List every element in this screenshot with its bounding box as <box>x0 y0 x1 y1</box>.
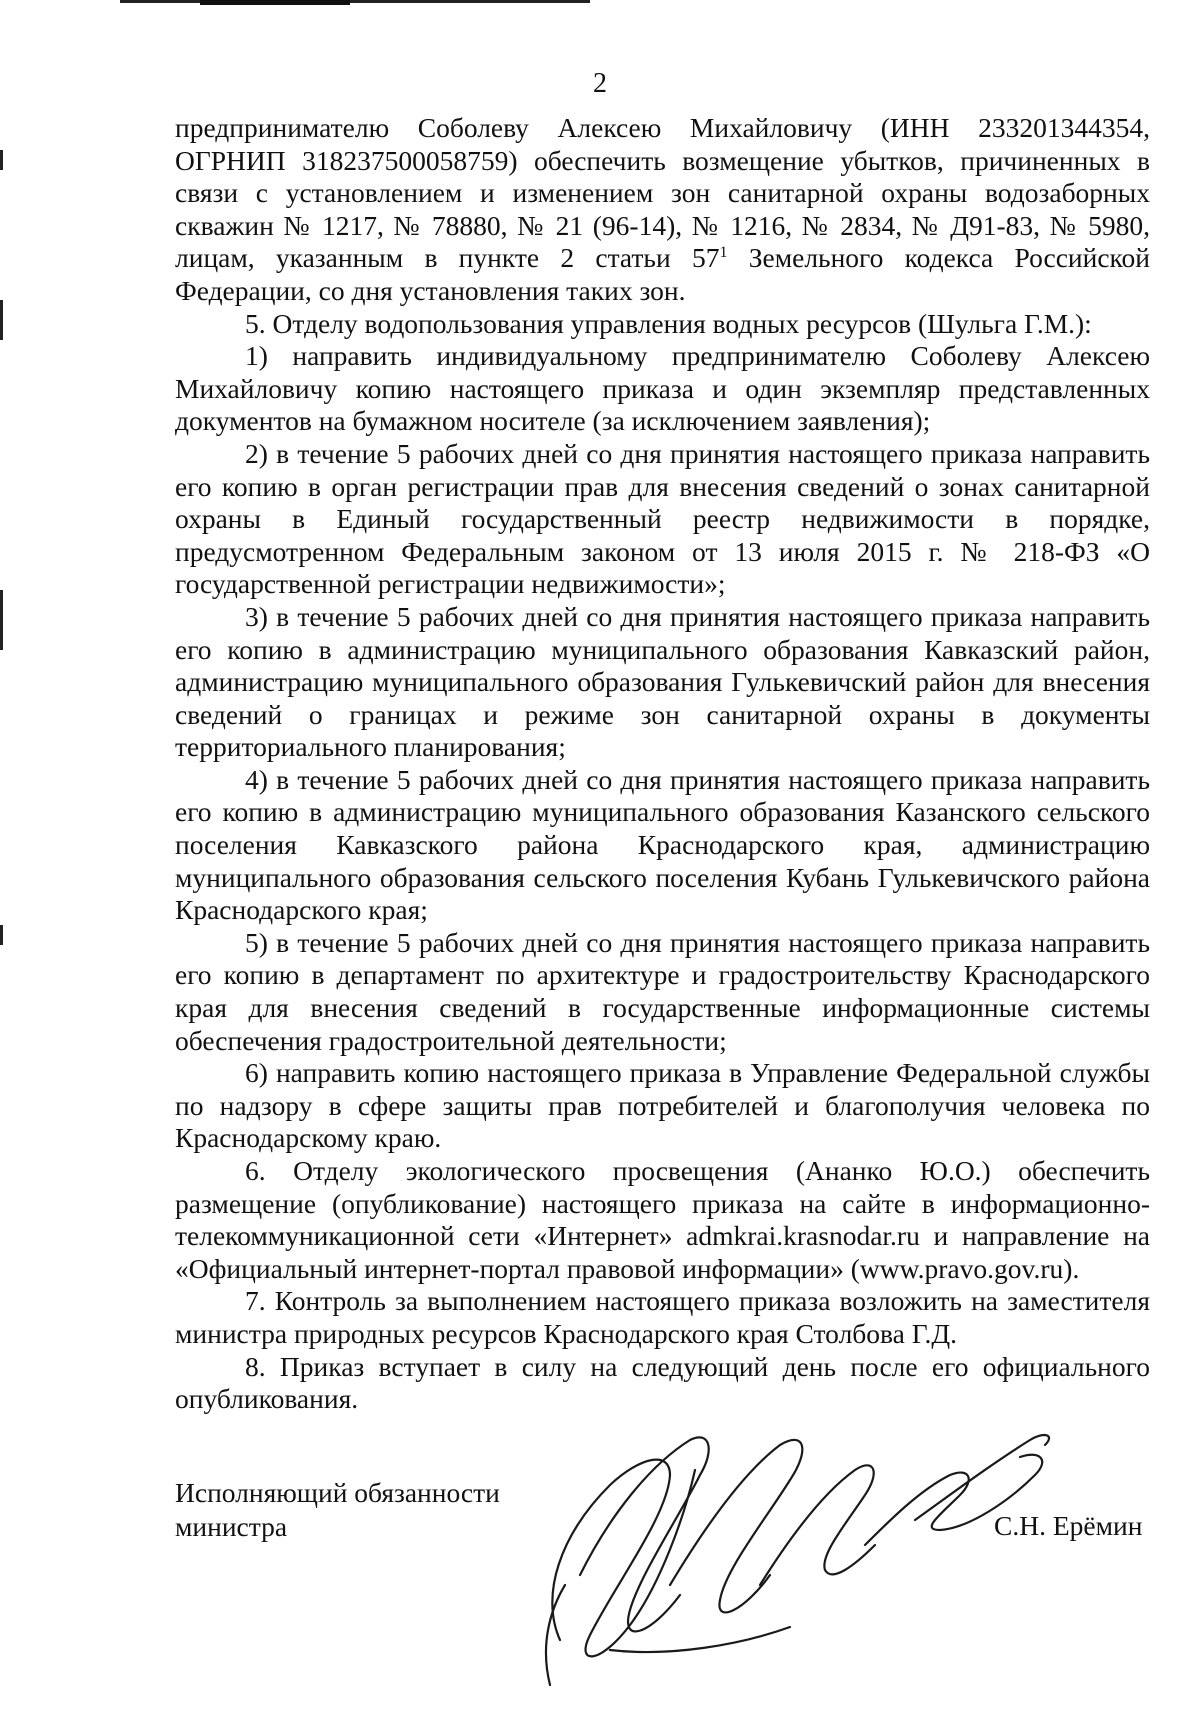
paragraph-item-7: 7. Контроль за выполнением настоящего приказа возложить на заместителя министра природных ресурсов Краснодарского края Столбова Г.Д. <box>175 1285 1150 1349</box>
paragraph-subitem-6: 6) направить копию настоящего приказа в Управление Федеральной службы по надзору в сфере защиты прав потребителей и благополучия человека по Краснодарскому краю. <box>175 1057 1150 1154</box>
paragraph-subitem-3: 3) в течение 5 рабочих дней со дня принятия настоящего приказа направить его копию в администрацию муниципального образования Кавказский район, администрацию муниципального образования Гулькевичский район для внесения сведений о границах и режиме зон санитарной охраны в документы территориального планирования; <box>175 600 1150 763</box>
scan-margin-mark <box>0 150 3 170</box>
signatory-name: С.Н. Ерёмин <box>994 1510 1143 1541</box>
scan-margin-mark <box>0 590 3 650</box>
superscript: 1 <box>719 244 728 262</box>
page-number: 2 <box>593 68 607 99</box>
paragraph-text: Земельного кодекса Российской Федерации, со дня установления таких зон. <box>175 242 1150 306</box>
paragraph-item-6: 6. Отделу экологического просвещения (Ананко Ю.О.) обеспечить размещение (опубликование) настоящего приказа на сайте в информационно-телекоммуникационной сети «Интернет» admkrai.krasnodar.ru и направление на «Официальный интернет-портал правовой информации» (www.pravo.gov.ru). <box>175 1155 1150 1284</box>
position-line: Исполняющий обязанности <box>175 1477 500 1508</box>
paragraph-subitem-4: 4) в течение 5 рабочих дней со дня принятия настоящего приказа направить его копию в администрацию муниципального образования Казанского сельского поселения Кавказского района Краснодарского края, администрацию муниципального образования сельского поселения Кубань Гулькевичского района Краснодарского края; <box>175 763 1150 926</box>
paragraph-subitem-2: 2) в течение 5 рабочих дней со дня принятия настоящего приказа направить его копию в орган регистрации прав для внесения сведений о зонах санитарной охраны в Единый государственный реестр недвижимости в порядке, предусмотренном Федеральным законом от 13 июля 2015 г. № 218-ФЗ «О государственной регистрации недвижимости»; <box>175 437 1150 600</box>
scan-margin-mark <box>0 300 3 340</box>
paragraph-item-8: 8. Приказ вступает в силу на следующий день после его официального опубликования. <box>175 1350 1150 1415</box>
scan-edge-mark <box>200 0 350 5</box>
signatory-position <box>175 1476 500 1544</box>
paragraph-item-5: 5. Отделу водопользования управления водных ресурсов (Шульга Г.М.): <box>245 307 1092 339</box>
paragraph-continuation <box>175 112 1150 308</box>
scan-margin-mark <box>0 925 3 945</box>
document-body <box>175 112 1150 1416</box>
paragraph-subitem-5: 5) в течение 5 рабочих дней со дня принятия настоящего приказа направить его копию в департамент по архитектуре и градостроительству Краснодарского края для внесения сведений в государственные информационные системы обеспечения градостроительной деятельности; <box>175 926 1150 1056</box>
scan-edge-line <box>120 0 590 3</box>
position-line: министра <box>175 1511 288 1542</box>
handwritten-signature <box>520 1395 1060 1695</box>
paragraph-subitem-1: 1) направить индивидуальному предпринимателю Соболеву Алексею Михайловичу копию настоящего приказа и один экземпляр представленных документов на бумажном носителе (за исключением заявления); <box>175 340 1150 437</box>
paragraph-text: предпринимателю Соболеву Алексею Михайловичу (ИНН 233201344354, ОГРНИП 318237500058759) обеспечить возмещение убытков, причиненных в связи с установлением и изменением зон санитарной охраны водозаборных скважин № 1217, № 78880, № 21 (96-14), № 1216, № 2834, № Д91-83, № 5980, лицам, указанным в пункте 2 статьи 57 <box>175 112 1150 274</box>
